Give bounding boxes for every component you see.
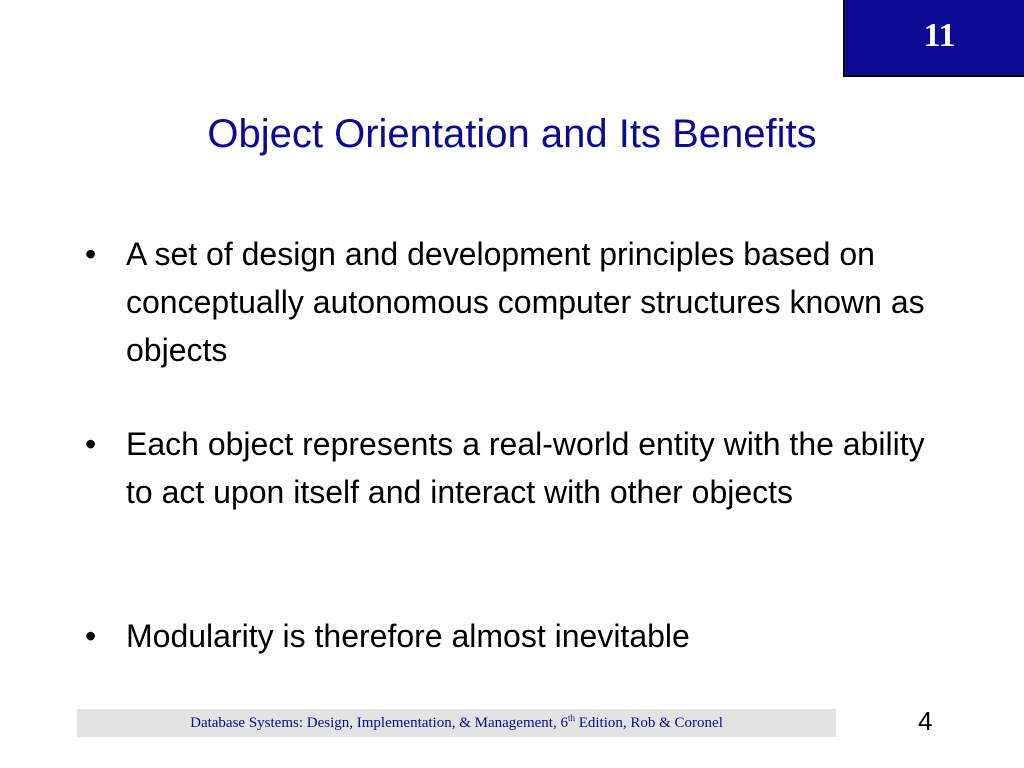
bullet-item [85, 230, 955, 374]
page-number: 4 [918, 706, 933, 736]
bullet-item [85, 420, 955, 516]
bullet-text: Modularity is therefore almost inevitable [126, 618, 690, 654]
bullet-marker: • [85, 426, 97, 462]
footer-citation [190, 712, 723, 732]
footer-text-after: Edition, Rob & Coronel [574, 714, 723, 731]
bullet-text: A set of design and development principles based on conceptually autonomous computer structures known as objects [126, 236, 925, 368]
footer-bar [77, 709, 836, 737]
slide-title: Object Orientation and Its Benefits [207, 112, 817, 156]
chapter-number: 11 [923, 16, 956, 54]
footer-superscript: th [567, 712, 575, 723]
bullet-text: Each object represents a real-world entity with the ability to act upon itself and interact with other objects [126, 426, 925, 510]
footer-text-before: Database Systems: Design, Implementation, & Management, 6 [190, 714, 568, 731]
bullet-marker: • [85, 236, 97, 272]
bullet-item [85, 612, 955, 660]
bullet-marker: • [85, 618, 97, 654]
